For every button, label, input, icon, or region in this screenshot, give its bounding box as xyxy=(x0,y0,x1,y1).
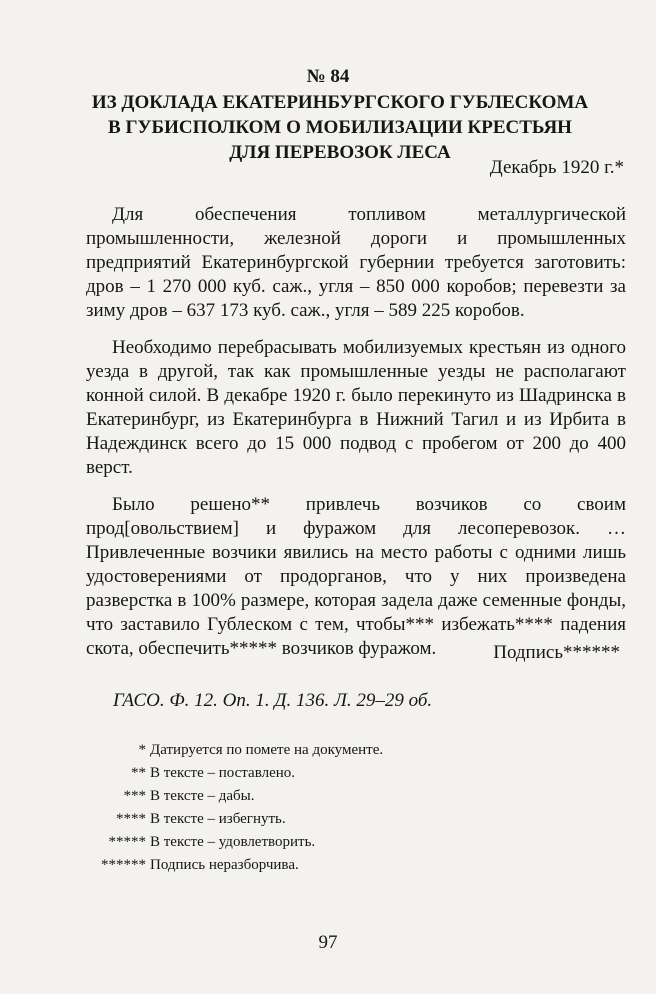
footnote-mark: * xyxy=(138,742,146,758)
footnote xyxy=(80,785,383,808)
footnotes-list xyxy=(80,739,383,877)
title-line: ДЛЯ ПЕРЕВОЗОК ЛЕСА xyxy=(229,142,451,163)
footnote xyxy=(80,808,383,831)
footnote-text: В тексте – дабы. xyxy=(150,788,255,804)
document-number: № 84 xyxy=(306,66,350,87)
footnote xyxy=(80,854,383,877)
body-paragraph: Необходимо перебрасывать мобилизуемых крестьян из одного уезда в другой, так как промышленные уезды не располагают конной силой. В декабре 1920 г. было перекинуто из Шадринска в Екатеринбург, из Екатеринбурга в Нижний Тагил и из Ирбита в Надеждинск всего до 15 000 подвод с пробегом от 200 до 400 верст. xyxy=(86,337,626,478)
footnote-mark: ****** xyxy=(101,857,146,873)
document-date: Декабрь 1920 г.* xyxy=(489,157,624,178)
footnote-text: Подпись неразборчива. xyxy=(150,857,299,873)
footnote xyxy=(80,762,383,785)
footnote xyxy=(80,739,383,762)
document-body xyxy=(86,203,626,674)
footnote-mark: *** xyxy=(123,788,146,804)
body-paragraph: Для обеспечения топливом металлургической промышленности, железной дороги и промышленных предприятий Екатеринбургской губернии требуется заготовить: дров – 1 270 000 куб. саж., угля – 850 000 коробов; перевезти за зиму дров – 637 173 куб. саж., угля – 589 225 коробов. xyxy=(86,204,626,321)
footnote-mark: ***** xyxy=(108,834,146,850)
title-line: В ГУБИСПОЛКОМ О МОБИЛИЗАЦИИ КРЕСТЬЯН xyxy=(108,117,572,138)
document-title xyxy=(40,90,640,165)
footnote xyxy=(80,831,383,854)
footnote-text: В тексте – поставлено. xyxy=(150,765,296,781)
footnote-text: В тексте – избегнуть. xyxy=(150,811,286,827)
footnote-text: В тексте – удовлетворить. xyxy=(150,834,316,850)
page-number: 97 xyxy=(318,932,338,953)
title-line: ИЗ ДОКЛАДА ЕКАТЕРИНБУРГСКОГО ГУБЛЕСКОМА xyxy=(91,92,589,113)
footnote-mark: ** xyxy=(131,765,146,781)
signature: Подпись****** xyxy=(493,642,620,663)
body-paragraph: Было решено** привлечь возчиков со своим прод[овольствием] и фуражом для лесоперевозок. …Привлеченные возчики явились на место работы с одними лишь удостоверениями от продорганов, что у них произведена разверстка в 100% размере, которая задела даже семенные фонды, что заставило Гублеском с тем, чтобы*** избежать**** падения скота, обеспечить***** возчиков фуражом. xyxy=(86,494,626,659)
footnote-text: Датируется по помете на документе. xyxy=(150,742,384,758)
footnote-mark: **** xyxy=(116,811,146,827)
archive-reference: ГАСО. Ф. 12. Оп. 1. Д. 136. Л. 29–29 об. xyxy=(113,690,433,711)
